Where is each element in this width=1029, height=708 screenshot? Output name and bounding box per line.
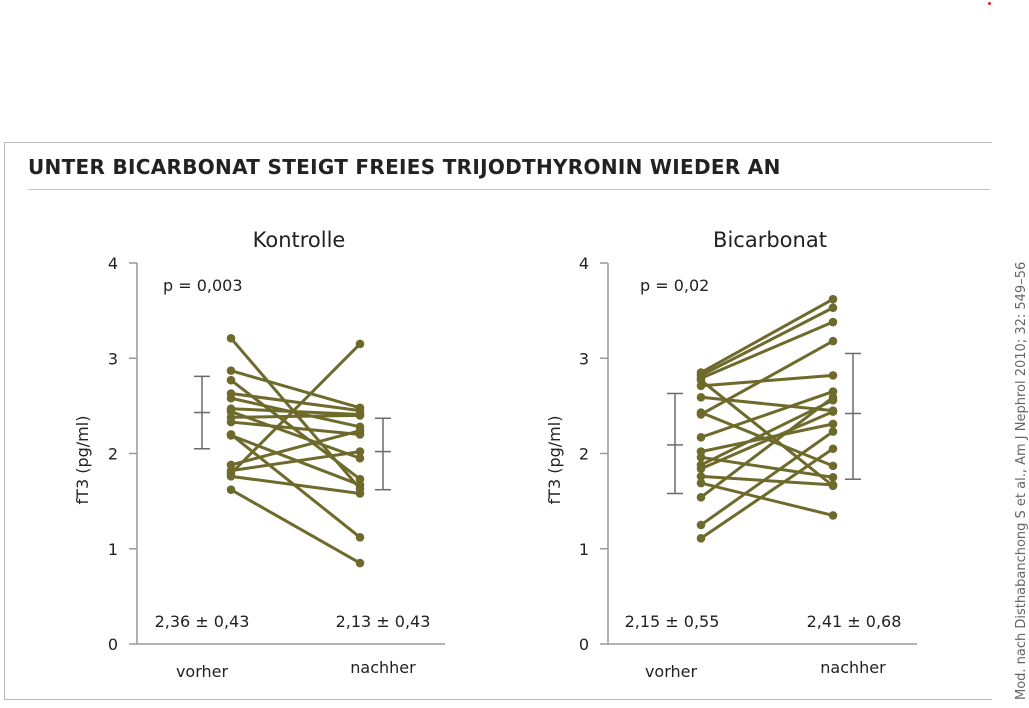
point-after: [829, 371, 838, 380]
y-tick-label: 1: [578, 539, 589, 559]
category-label-before: vorher: [644, 662, 698, 681]
pair-line: [231, 415, 360, 417]
y-tick-label: 1: [107, 539, 118, 559]
summary-before: 2,36 ± 0,43: [154, 612, 250, 631]
point-after: [829, 481, 838, 490]
y-tick-label: 2: [107, 444, 118, 464]
point-after: [829, 337, 838, 346]
point-before: [227, 431, 236, 440]
category-label-after: nachher: [350, 658, 416, 677]
point-after: [829, 473, 838, 482]
y-tick-label: 3: [578, 349, 589, 369]
errorbar-after: [845, 353, 861, 479]
p-value-label: p = 0,003: [163, 276, 243, 295]
y-axis-label: fT3 (pg/ml): [545, 415, 564, 505]
point-before: [227, 394, 236, 403]
point-after: [829, 393, 838, 402]
summary-after: 2,41 ± 0,68: [806, 612, 902, 631]
pair-line: [701, 322, 833, 378]
errorbar-after: [375, 418, 391, 489]
point-after: [356, 340, 365, 349]
y-tick-label: 3: [107, 349, 118, 369]
point-before: [227, 334, 236, 343]
point-before: [227, 376, 236, 385]
point-after: [829, 420, 838, 429]
point-before: [697, 534, 706, 543]
point-after: [829, 427, 838, 436]
errorbar-before: [194, 376, 210, 448]
y-axis-label: fT3 (pg/ml): [73, 415, 92, 505]
point-before: [697, 479, 706, 488]
point-after: [356, 447, 365, 456]
y-tick-label: 4: [578, 254, 589, 273]
point-after: [356, 481, 365, 490]
pair-line: [701, 449, 833, 539]
point-after: [829, 462, 838, 471]
point-before: [227, 366, 236, 375]
point-after: [356, 489, 365, 498]
errorbar-before: [667, 393, 683, 493]
pair-line: [701, 400, 833, 465]
panel-title: Bicarbonat: [713, 228, 827, 252]
pair-line: [231, 490, 360, 563]
p-value-label: p = 0,02: [640, 276, 710, 295]
point-before: [697, 382, 706, 391]
point-after: [829, 444, 838, 453]
point-before: [697, 410, 706, 419]
category-label-before: vorher: [175, 662, 229, 681]
point-before: [697, 453, 706, 462]
point-after: [829, 407, 838, 416]
summary-after: 2,13 ± 0,43: [335, 612, 431, 631]
panel-bicarbonat: [545, 228, 917, 681]
panel-title: Kontrolle: [252, 228, 346, 252]
figure-title: UNTER BICARBONAT STEIGT FREIES TRIJODTHYRONIN WIEDER AN: [28, 155, 781, 179]
y-tick-label: 4: [107, 254, 118, 273]
point-before: [227, 485, 236, 494]
point-before: [697, 493, 706, 502]
point-before: [697, 464, 706, 473]
point-before: [227, 418, 236, 427]
point-after: [356, 533, 365, 542]
point-after: [829, 511, 838, 520]
point-after: [829, 318, 838, 327]
summary-before: 2,15 ± 0,55: [624, 612, 720, 631]
point-before: [697, 521, 706, 530]
point-after: [356, 411, 365, 420]
source-citation: Mod. nach Disthabanchong S et al., Am J Nephrol 2010; 32: 549–56: [1014, 261, 1029, 700]
point-after: [356, 426, 365, 435]
point-before: [697, 433, 706, 442]
panel-kontrolle: [73, 228, 445, 681]
pair-line: [701, 308, 833, 376]
point-before: [697, 393, 706, 402]
y-tick-label: 0: [578, 635, 589, 654]
point-after: [829, 303, 838, 312]
pair-line: [701, 299, 833, 372]
y-tick-label: 2: [578, 444, 589, 464]
point-after: [356, 559, 365, 568]
point-before: [227, 472, 236, 481]
point-after: [829, 295, 838, 304]
category-label-after: nachher: [820, 658, 886, 677]
y-tick-label: 0: [107, 635, 118, 654]
